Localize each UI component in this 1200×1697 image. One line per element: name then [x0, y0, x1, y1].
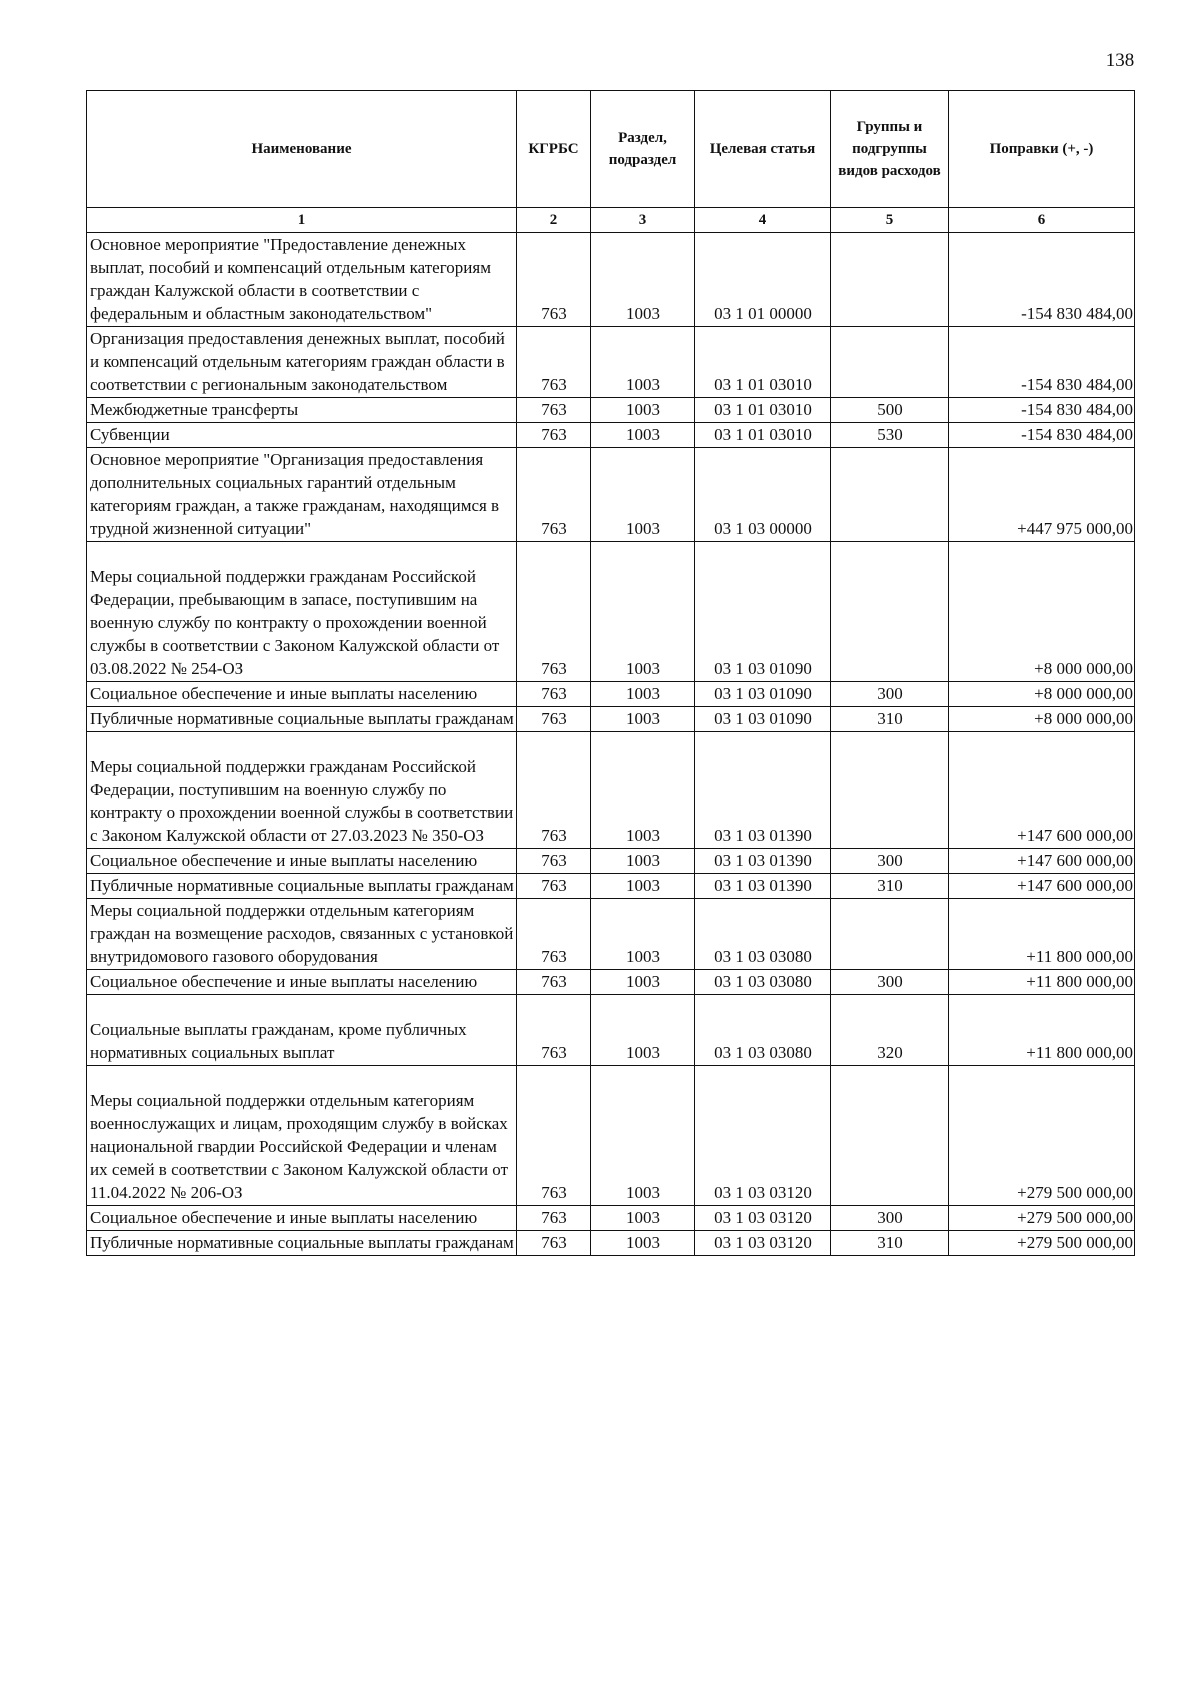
row-expense-group: 310 [831, 874, 949, 899]
row-kgrbs: 763 [517, 1231, 591, 1256]
row-section: 1003 [591, 448, 695, 542]
row-name: Организация предоставления денежных выплат, пособий и компенсаций отдельным категориям граждан области в соответствии с региональным законодательством [87, 327, 517, 398]
row-expense-group: 500 [831, 398, 949, 423]
row-kgrbs: 763 [517, 1206, 591, 1231]
row-kgrbs: 763 [517, 874, 591, 899]
row-kgrbs: 763 [517, 899, 591, 970]
row-expense-group [831, 327, 949, 398]
row-amount: +11 800 000,00 [949, 899, 1135, 970]
row-expense-group [831, 732, 949, 849]
column-number: 6 [949, 208, 1135, 233]
header-expense-groups: Группы и подгруппы видов расходов [831, 91, 949, 208]
row-target-code: 03 1 01 03010 [695, 398, 831, 423]
row-target-code: 03 1 01 00000 [695, 233, 831, 327]
row-amount: +8 000 000,00 [949, 542, 1135, 682]
row-kgrbs: 763 [517, 707, 591, 732]
page-number: 138 [1105, 50, 1135, 71]
column-number: 3 [591, 208, 695, 233]
budget-amendments-table [86, 90, 1135, 1256]
row-expense-group: 310 [831, 1231, 949, 1256]
header-target-article: Целевая статья [695, 91, 831, 208]
row-section: 1003 [591, 874, 695, 899]
row-kgrbs: 763 [517, 732, 591, 849]
header-amendments: Поправки (+, -) [949, 91, 1135, 208]
row-expense-group: 300 [831, 682, 949, 707]
row-name: Социальное обеспечение и иные выплаты населению [87, 682, 517, 707]
row-name: Социальное обеспечение и иные выплаты населению [87, 849, 517, 874]
row-amount: +447 975 000,00 [949, 448, 1135, 542]
row-target-code: 03 1 03 01390 [695, 849, 831, 874]
row-amount: -154 830 484,00 [949, 398, 1135, 423]
row-name: Меры социальной поддержки отдельным категориям военнослужащих и лицам, проходящим службу в войсках национальной гвардии Российской Федерации и членам их семей в соответствии с Законом Калужской области от 11.04.2022 № 206-ОЗ [87, 1066, 517, 1206]
row-section: 1003 [591, 995, 695, 1066]
table-row [87, 707, 1135, 732]
row-kgrbs: 763 [517, 448, 591, 542]
row-expense-group [831, 899, 949, 970]
table-row [87, 899, 1135, 970]
row-name: Основное мероприятие "Предоставление денежных выплат, пособий и компенсаций отдельным категориям граждан Калужской области в соответствии с федеральным и областным законодательством" [87, 233, 517, 327]
row-expense-group: 530 [831, 423, 949, 448]
row-kgrbs: 763 [517, 423, 591, 448]
row-target-code: 03 1 03 01090 [695, 542, 831, 682]
row-section: 1003 [591, 327, 695, 398]
row-target-code: 03 1 03 03080 [695, 899, 831, 970]
row-target-code: 03 1 03 01090 [695, 707, 831, 732]
row-section: 1003 [591, 970, 695, 995]
row-target-code: 03 1 03 03120 [695, 1231, 831, 1256]
row-amount: -154 830 484,00 [949, 233, 1135, 327]
row-name: Социальное обеспечение и иные выплаты населению [87, 1206, 517, 1231]
table-row [87, 398, 1135, 423]
row-target-code: 03 1 03 03120 [695, 1206, 831, 1231]
row-kgrbs: 763 [517, 327, 591, 398]
row-section: 1003 [591, 1066, 695, 1206]
row-amount: +147 600 000,00 [949, 874, 1135, 899]
row-expense-group: 300 [831, 849, 949, 874]
row-name: Публичные нормативные социальные выплаты гражданам [87, 707, 517, 732]
row-target-code: 03 1 01 03010 [695, 423, 831, 448]
row-name: Меры социальной поддержки отдельным категориям граждан на возмещение расходов, связанных с установкой внутридомового газового оборудования [87, 899, 517, 970]
row-name: Публичные нормативные социальные выплаты гражданам [87, 874, 517, 899]
row-name: Социальные выплаты гражданам, кроме публичных нормативных социальных выплат [87, 995, 517, 1066]
row-name: Публичные нормативные социальные выплаты гражданам [87, 1231, 517, 1256]
row-kgrbs: 763 [517, 542, 591, 682]
row-expense-group [831, 448, 949, 542]
row-amount: +11 800 000,00 [949, 995, 1135, 1066]
table-header-row [87, 91, 1135, 208]
row-expense-group: 310 [831, 707, 949, 732]
row-name: Социальное обеспечение и иные выплаты населению [87, 970, 517, 995]
row-amount: +8 000 000,00 [949, 682, 1135, 707]
row-section: 1003 [591, 707, 695, 732]
column-numbers-row [87, 208, 1135, 233]
row-kgrbs: 763 [517, 682, 591, 707]
row-expense-group: 300 [831, 1206, 949, 1231]
row-kgrbs: 763 [517, 849, 591, 874]
row-name: Меры социальной поддержки гражданам Российской Федерации, поступившим на военную службу по контракту о прохождении военной службы в соответствии с Законом Калужской области от 27.03.2023 № 350-ОЗ [87, 732, 517, 849]
row-amount: +8 000 000,00 [949, 707, 1135, 732]
row-amount: +279 500 000,00 [949, 1206, 1135, 1231]
row-expense-group: 300 [831, 970, 949, 995]
row-amount: +279 500 000,00 [949, 1066, 1135, 1206]
table-row [87, 970, 1135, 995]
table-row [87, 1231, 1135, 1256]
row-section: 1003 [591, 423, 695, 448]
row-expense-group [831, 1066, 949, 1206]
row-amount: +147 600 000,00 [949, 732, 1135, 849]
table-row [87, 1066, 1135, 1206]
row-section: 1003 [591, 233, 695, 327]
row-expense-group [831, 542, 949, 682]
row-section: 1003 [591, 732, 695, 849]
table-row [87, 542, 1135, 682]
column-number: 4 [695, 208, 831, 233]
row-target-code: 03 1 03 01390 [695, 874, 831, 899]
row-section: 1003 [591, 542, 695, 682]
column-number: 2 [517, 208, 591, 233]
row-section: 1003 [591, 849, 695, 874]
row-kgrbs: 763 [517, 995, 591, 1066]
table-row [87, 995, 1135, 1066]
table-row [87, 1206, 1135, 1231]
row-kgrbs: 763 [517, 398, 591, 423]
table-row [87, 849, 1135, 874]
table-row [87, 423, 1135, 448]
column-number: 5 [831, 208, 949, 233]
table-row [87, 233, 1135, 327]
table-row [87, 327, 1135, 398]
header-name: Наименование [87, 91, 517, 208]
row-name: Основное мероприятие "Организация предоставления дополнительных социальных гарантий отдельным категориям граждан, а также гражданам, находящимся в трудной жизненной ситуации" [87, 448, 517, 542]
row-target-code: 03 1 03 00000 [695, 448, 831, 542]
row-amount: +11 800 000,00 [949, 970, 1135, 995]
row-name: Межбюджетные трансферты [87, 398, 517, 423]
row-expense-group: 320 [831, 995, 949, 1066]
row-target-code: 03 1 03 03120 [695, 1066, 831, 1206]
row-section: 1003 [591, 398, 695, 423]
row-target-code: 03 1 01 03010 [695, 327, 831, 398]
row-section: 1003 [591, 682, 695, 707]
row-name: Меры социальной поддержки гражданам Российской Федерации, пребывающим в запасе, поступившим на военную службу по контракту о прохождении военной службы в соответствии с Законом Калужской области от 03.08.2022 № 254-ОЗ [87, 542, 517, 682]
table-row [87, 732, 1135, 849]
table-row [87, 448, 1135, 542]
header-section: Раздел, подраздел [591, 91, 695, 208]
row-target-code: 03 1 03 01090 [695, 682, 831, 707]
row-target-code: 03 1 03 01390 [695, 732, 831, 849]
row-amount: -154 830 484,00 [949, 327, 1135, 398]
row-section: 1003 [591, 1231, 695, 1256]
row-section: 1003 [591, 899, 695, 970]
row-target-code: 03 1 03 03080 [695, 970, 831, 995]
row-kgrbs: 763 [517, 970, 591, 995]
table-row [87, 682, 1135, 707]
row-kgrbs: 763 [517, 233, 591, 327]
row-amount: +147 600 000,00 [949, 849, 1135, 874]
row-expense-group [831, 233, 949, 327]
row-section: 1003 [591, 1206, 695, 1231]
row-amount: +279 500 000,00 [949, 1231, 1135, 1256]
column-number: 1 [87, 208, 517, 233]
header-kgrbs: КГРБС [517, 91, 591, 208]
row-name: Субвенции [87, 423, 517, 448]
row-amount: -154 830 484,00 [949, 423, 1135, 448]
row-kgrbs: 763 [517, 1066, 591, 1206]
table-row [87, 874, 1135, 899]
row-target-code: 03 1 03 03080 [695, 995, 831, 1066]
